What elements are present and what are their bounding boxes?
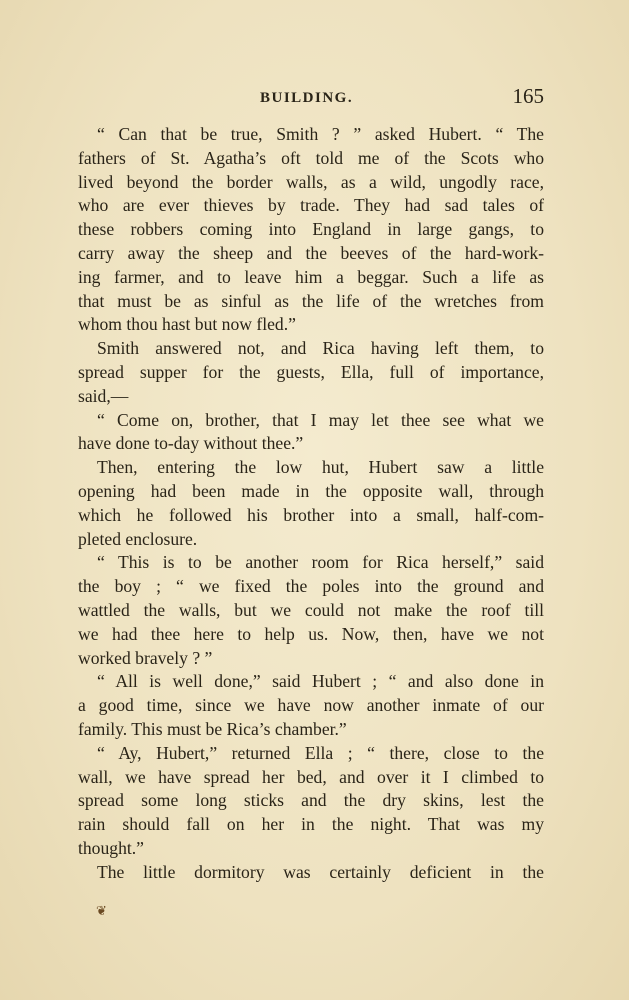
text-line: rain should fall on her in the night. That was my	[78, 814, 544, 835]
chapter-title: BUILDING.	[260, 90, 354, 106]
text-line: lived beyond the border walls, as a wild, ungodly race,	[78, 171, 544, 192]
text-line: wattled the walls, but we could not make the roof till	[78, 599, 544, 620]
text-line: spread some long sticks and the dry skins, lest the	[78, 790, 544, 811]
text-line: fathers of St. Agatha’s oft told me of the Scots who	[78, 147, 544, 168]
text-line: Then, entering the low hut, Hubert saw a little	[97, 457, 544, 478]
text-line: said,—	[78, 385, 129, 406]
text-line: pleted enclosure.	[78, 528, 198, 549]
text-line: which he followed his brother into a small, half-com-	[78, 504, 544, 525]
text-line: have done to-day without thee.”	[78, 433, 304, 454]
printer-ornament-icon: ❦	[96, 903, 107, 918]
text-line: Smith answered not, and Rica having left them, to	[97, 338, 544, 359]
text-line: “ Can that be true, Smith ? ” asked Hubert. “ The	[97, 124, 544, 144]
text-line: the boy ; “ we fixed the poles into the ground and	[78, 576, 544, 597]
text-line: “ Come on, brother, that I may let thee see what we	[97, 409, 544, 430]
page-number: 165	[512, 84, 544, 108]
text-line: ing farmer, and to leave him a beggar. Such a life as	[78, 266, 544, 287]
text-line: family. This must be Rica’s chamber.”	[78, 718, 347, 739]
text-line: “ All is well done,” said Hubert ; “ and also done in	[97, 671, 544, 692]
text-line: carry away the sheep and the beeves of the hard-work-	[78, 242, 544, 263]
text-line: worked bravely ? ”	[78, 647, 213, 668]
text-line: “ This is to be another room for Rica herself,” said	[97, 552, 544, 573]
text-line: a good time, since we have now another inmate of our	[78, 695, 544, 716]
text-line: spread supper for the guests, Ella, full of importance,	[78, 361, 544, 382]
text-line: “ Ay, Hubert,” returned Ella ; “ there, close to the	[97, 742, 544, 763]
running-head	[78, 84, 544, 112]
text-line: that must be as sinful as the life of the wretches from	[78, 290, 544, 311]
text-line: wall, we have spread her bed, and over it I climbed to	[78, 766, 544, 787]
text-line: thought.”	[78, 837, 144, 858]
body-text	[78, 123, 544, 885]
text-line: whom thou hast but now fled.”	[78, 314, 296, 335]
text-line: these robbers coming into England in large gangs, to	[78, 219, 544, 240]
text-line: who are ever thieves by trade. They had sad tales of	[78, 195, 544, 216]
text-line: opening had been made in the opposite wall, through	[78, 480, 544, 501]
text-line: The little dormitory was certainly deficient in the	[97, 861, 544, 882]
text-line: we had thee here to help us. Now, then, have we not	[78, 623, 544, 644]
